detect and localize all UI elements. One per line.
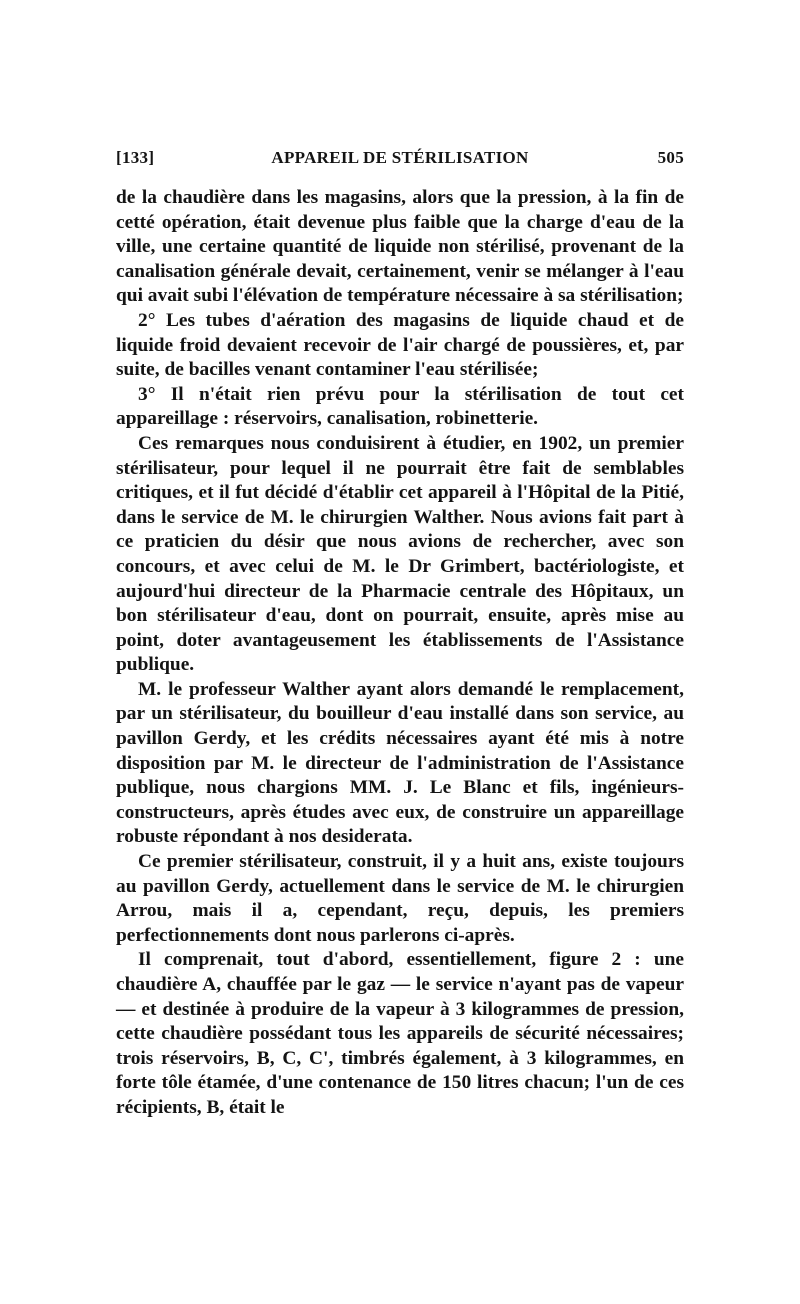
page-number: 505: [657, 148, 684, 167]
running-header: [116, 148, 684, 174]
paragraph-continued: de la chaudière dans les magasins, alors que la pression, à la fin de cetté opération, était devenue plus faible que la charge d'eau de la ville, une certaine quantité de liquide non stérilisé, provenant de la canalisation générale devait, certainement, venir se mélanger à l'eau qui avait subi l'élévation de température nécessaire à sa stérilisation;: [116, 187, 684, 307]
paragraph-gerdy: Ce premier stérilisateur, construit, il y a huit ans, existe toujours au pavillon Gerdy, actuellement dans le service de M. le chirurgien Arrou, mais il a, cependant, reçu, depuis, les premiers perfectionnements dont nous parlerons ci-après.: [116, 851, 684, 946]
section-number: [133]: [116, 148, 155, 167]
paragraph-point-3: 3° Il n'était rien prévu pour la stérilisation de tout cet appareillage : réservoirs, canalisation, robinetterie.: [116, 383, 684, 430]
paragraph-first-sterilizer: Ces remarques nous conduisirent à étudier, en 1902, un premier stérilisateur, pour lequel il ne pourrait être fait de semblables critiques, et il fut décidé d'établir cet appareil à l'Hôpital de la Pitié, dans le service de M. le chirurgien Walther. Nous avions fait part à ce praticien du désir que nous avions de rechercher, avec son concours, et avec celui de M. le Dr Grimbert, bactériologiste, et aujourd'hui directeur de la Pharmacie centrale des Hôpitaux, un bon stérilisateur d'eau, dont on pourrait, ensuite, après mise au point, doter avantageusement les établissements de l'Assistance publique.: [116, 432, 684, 676]
book-page: [116, 148, 684, 1121]
paragraph-description: Il comprenait, tout d'abord, essentiellement, figure 2 : une chaudière A, chauffée par le gaz — le service n'ayant pas de vapeur — et destinée à produire de la vapeur à 3 kilogrammes de pression, cette chaudière possédant tous les appareils de sécurité nécessaires; trois réservoirs, B, C, C', timbrés également, à 3 kilogrammes, en forte tôle étamée, d'une contenance de 150 litres chacun; l'un de ces récipients, B, était le: [116, 949, 684, 1118]
chapter-title: APPAREIL DE STÉRILISATION: [271, 148, 529, 167]
paragraph-walther: M. le professeur Walther ayant alors demandé le remplacement, par un stérilisateur, du bouilleur d'eau installé dans son service, au pavillon Gerdy, et les crédits nécessaires ayant été mis à notre disposition par M. le directeur de l'administration de l'Assistance publique, nous chargions MM. J. Le Blanc et fils, ingénieurs-constructeurs, après études avec eux, de construire un appareillage robuste répondant à nos desiderata.: [116, 678, 684, 848]
paragraph-point-2: 2° Les tubes d'aération des magasins de liquide chaud et de liquide froid devaient recevoir de l'air chargé de poussières, et, par suite, de bacilles venant contaminer l'eau stérilisée;: [116, 309, 684, 381]
body-text: [116, 186, 684, 1121]
